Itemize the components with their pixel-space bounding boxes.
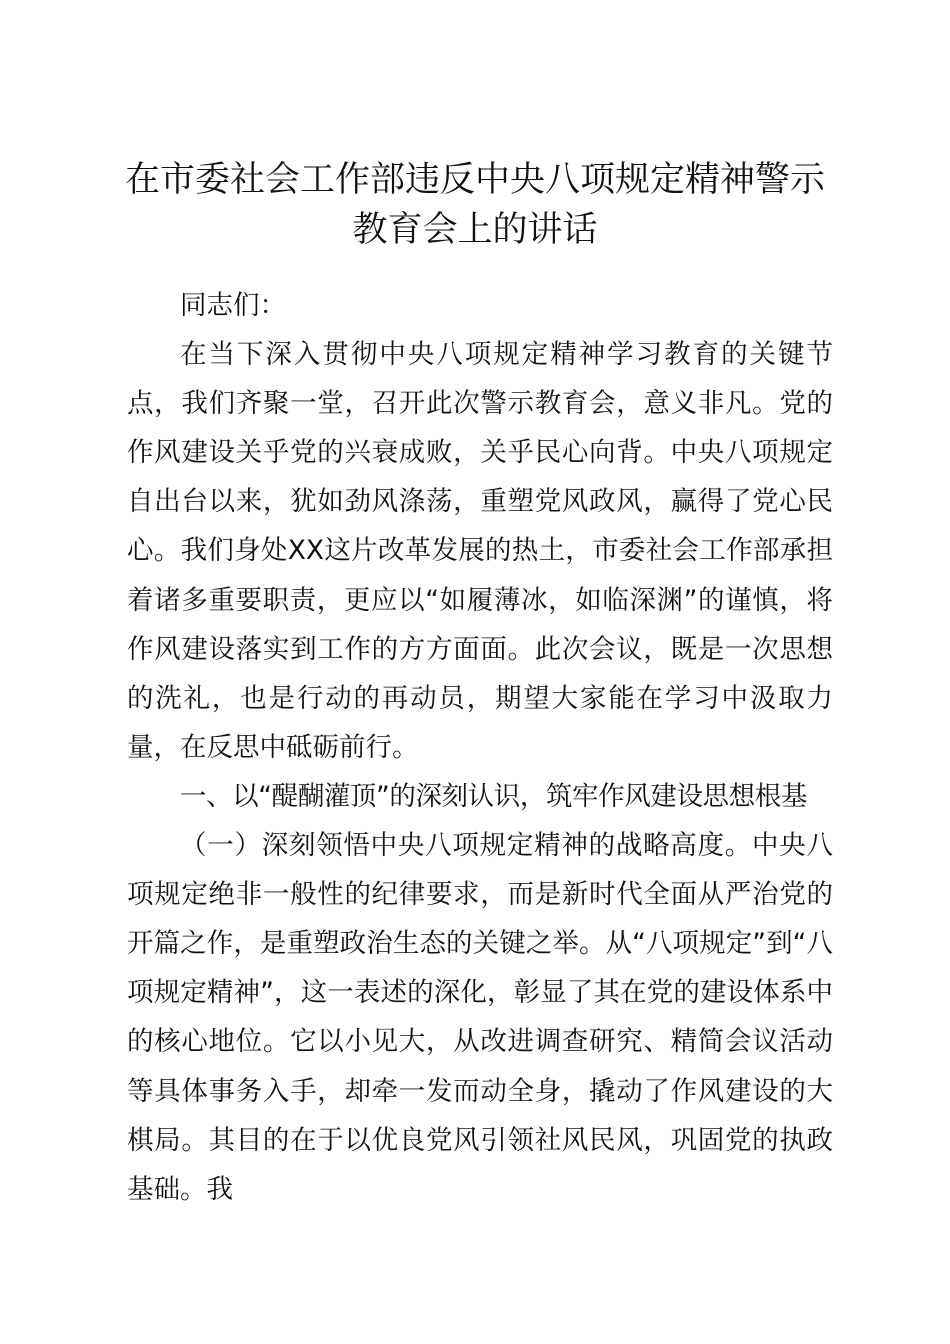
section-paragraph: （一）深刻领悟中央八项规定精神的战略高度。中央八项规定绝非一般性的纪律要求，而是新时代全面从严治党的开篇之作，是重塑政治生态的关键之举。从“八项规定”到“八项规定精神”，这一表述的深化，彰显了其在党的建设体系中的核心地位。它以小见大，从改进调查研究、精简会议活动等具体事务入手，却牵一发而动全身，撬动了作风建设的大棋局。其目的在于以优良党风引领社风民风，巩固党的执政基础。我 [127,830,833,1205]
section-heading: 一、以“醍醐灌顶”的深刻认识，筑牢作风建设思想根基 [180,780,807,812]
title-line-2: 教育会上的讲话 [352,210,598,250]
document-title [120,155,830,255]
title-line-1: 在市委社会工作部违反中央八项规定精神警示 [124,160,825,200]
intro-paragraph: 在当下深入贯彻中央八项规定精神学习教育的关键节点，我们齐聚一堂，召开此次警示教育会，意义非凡。党的作风建设关乎党的兴衰成败，关乎民心向背。中央八项规定自出台以来，犹如劲风涤荡，重塑党风政风，赢得了党心民心。我们身处XX这片改革发展的热土，市委社会工作部承担着诸多重要职责，更应以“如履薄冰，如临深渊”的谨慎，将作风建设落实到工作的方方面面。此次会议，既是一次思想的洗礼，也是行动的再动员，期望大家能在学习中汲取力量，在反思中砥砺前行。 [127,339,833,763]
salutation: 同志们： [180,290,286,321]
document-body [127,281,833,1214]
